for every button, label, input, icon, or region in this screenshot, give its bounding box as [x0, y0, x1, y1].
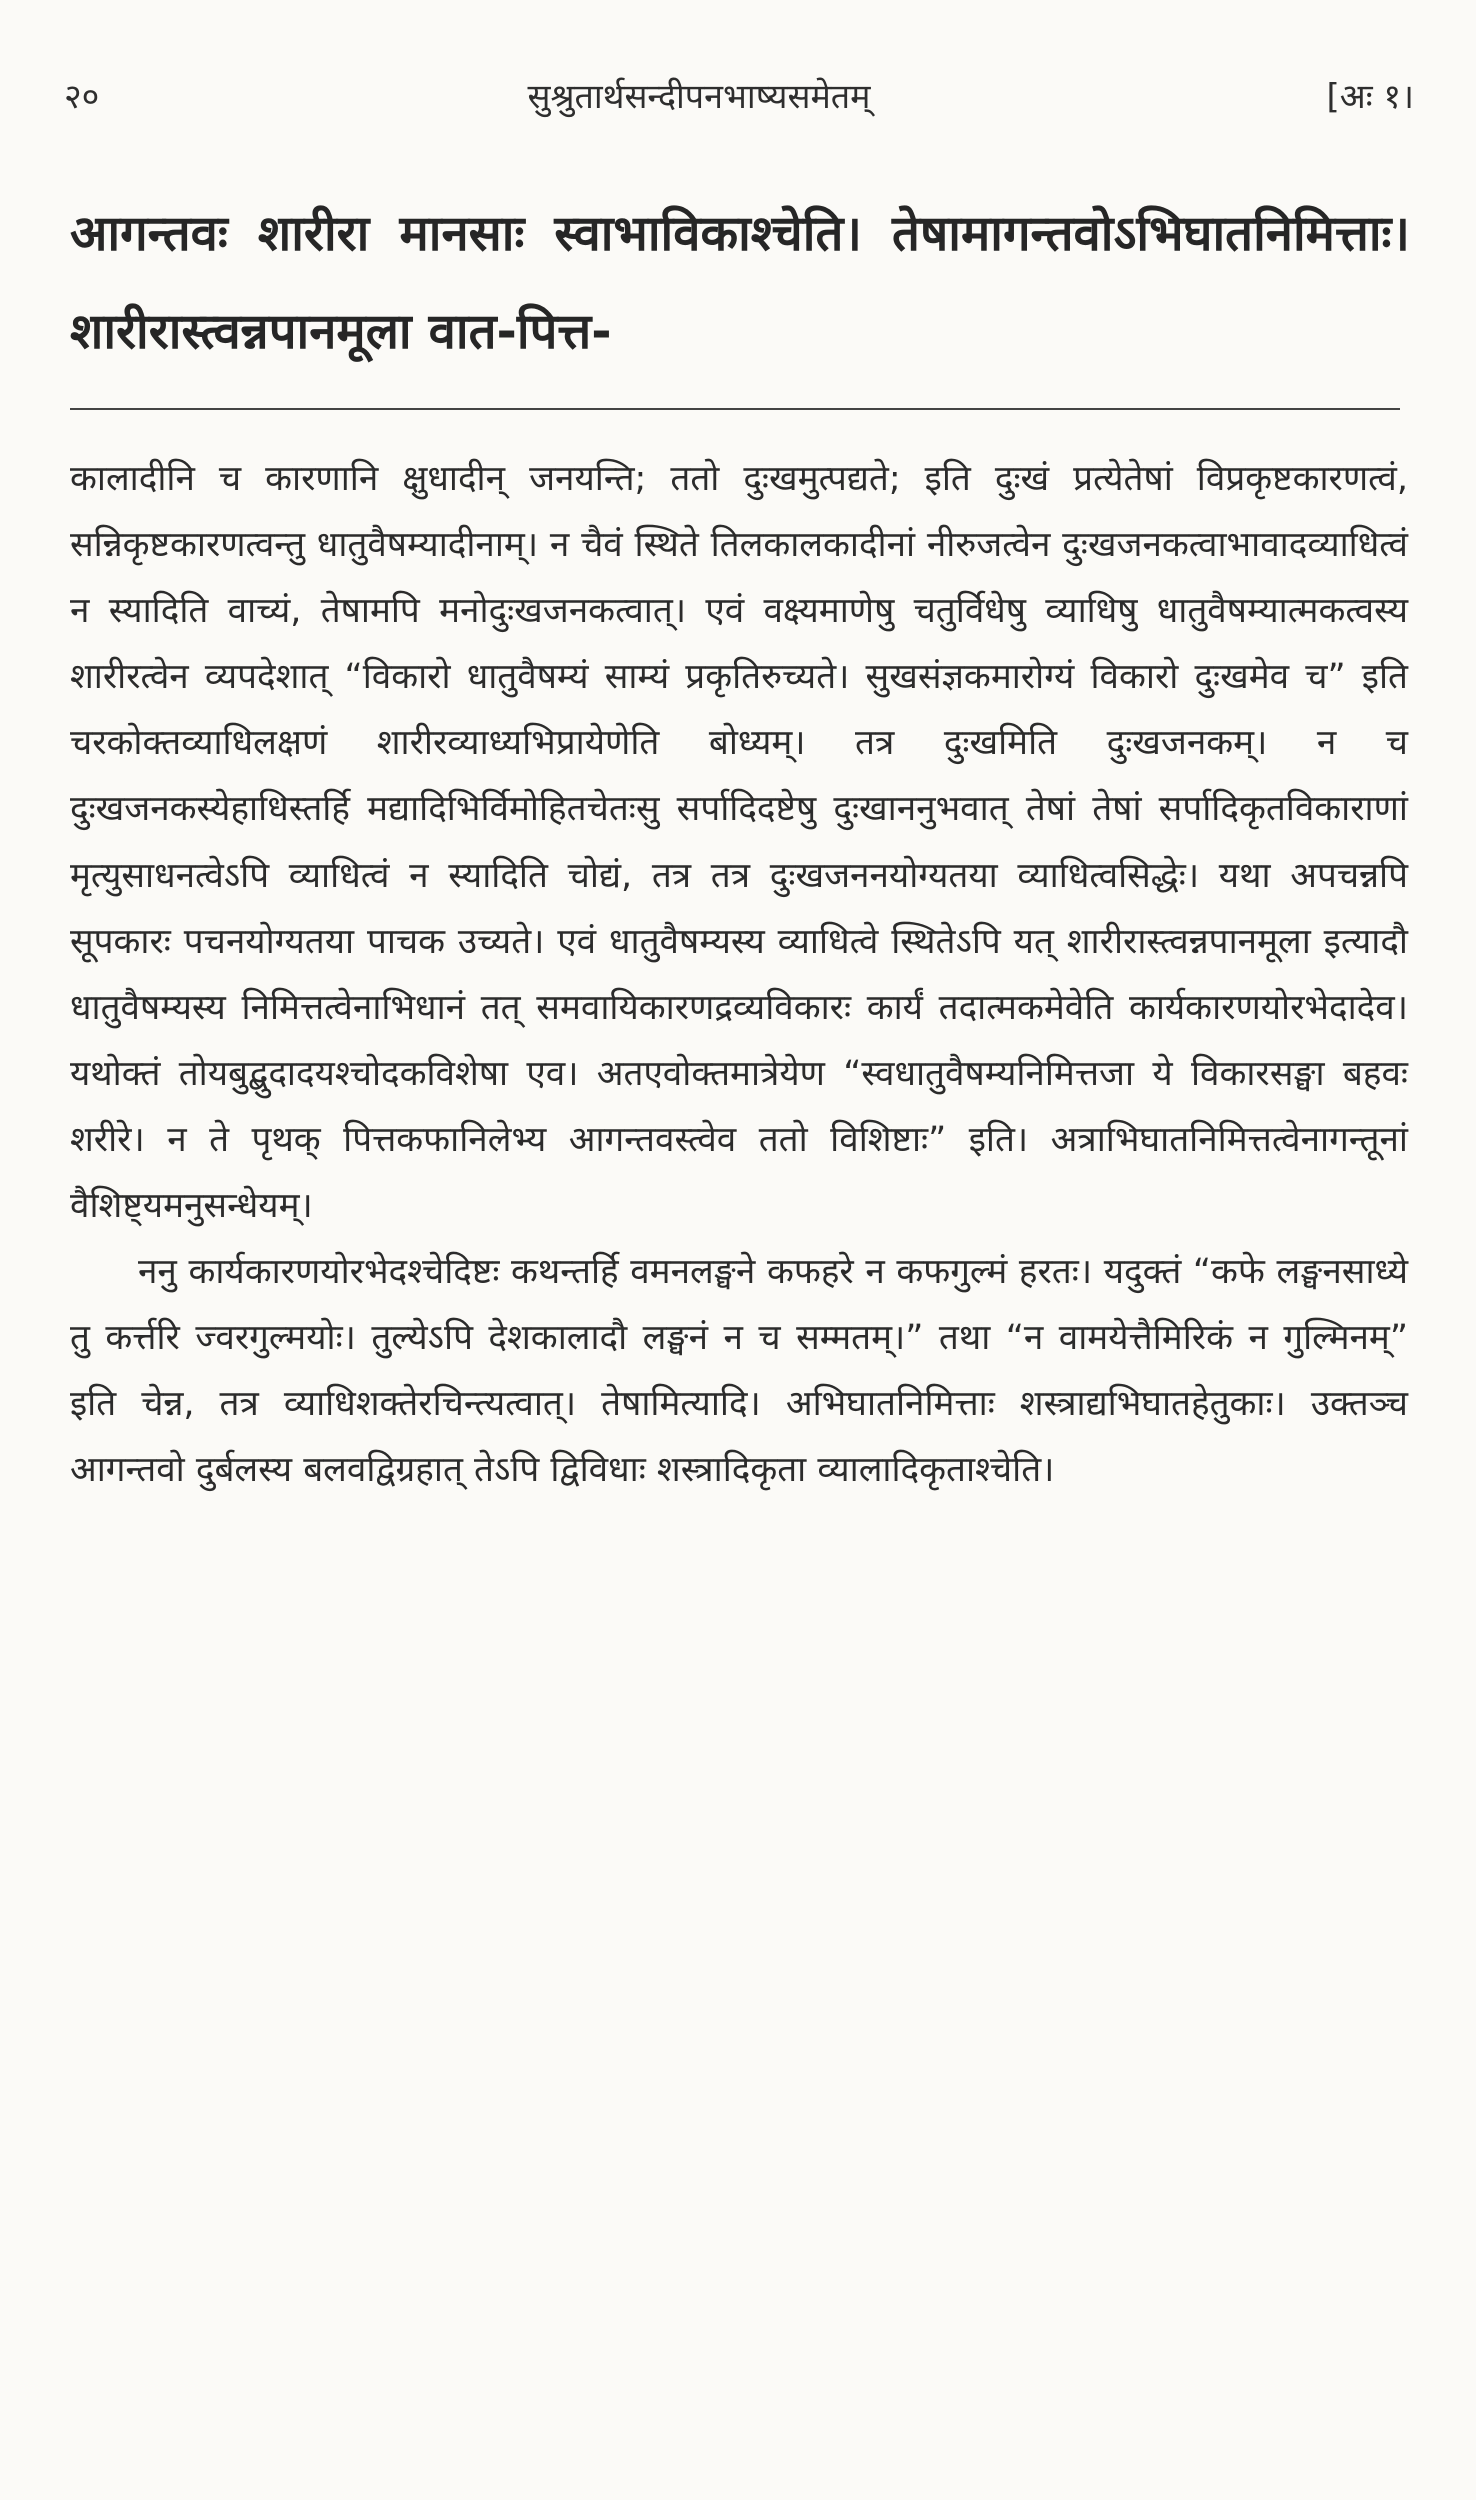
commentary-paragraph-2: ननु कार्यकारणयोरभेदश्चेदिष्टः कथन्तर्हि वमनलङ्घने कफहरे न कफगुल्मं हरतः। यदुक्तं “कफे लङ्घनसाध्ये तु कर्त्तरि ज्वरगुल्मयोः। तुल्येऽपि देशकालादौ लङ्घनं न च सम्मतम्।” तथा “न वामयेत्तैमिरिकं न गुल्मिनम्” इति चेन्न, तत्र व्याधिशक्तेरचिन्त्यत्वात्। तेषामित्यादि। अभिघातनिमित्ताः शस्त्राद्यभिघातहेतुकाः। उक्तञ्च आगन्तवो दुर्बलस्य बलवद्विग्रहात् तेऽपि द्विविधाः शस्त्रादिकृता व्यालादिकृताश्चेति।: [70, 1252, 1408, 1491]
mula-verse-text: आगन्तवः शारीरा मानसाः स्वाभाविकाश्चेति। तेषामागन्तवोऽभिघातनिमित्ताः। शारीरास्त्वन्नपानमूला वात-पित्त-: [70, 205, 1410, 360]
commentary-paragraph-1: कालादीनि च कारणानि क्षुधादीन् जनयन्ति; ततो दुःखमुत्पद्यते; इति दुःखं प्रत्येतेषां विप्रकृष्टकारणत्वं, सन्निकृष्टकारणत्वन्तु धातुवैषम्यादीनाम्। न चैवं स्थिते तिलकालकादीनां नीरुजत्वेन दुःखजनकत्वाभावादव्याधित्वं न स्यादिति वाच्यं, तेषामपि मनोदुःखजनकत्वात्। एवं वक्ष्यमाणेषु चतुर्विधेषु व्याधिषु धातुवैषम्यात्मकत्वस्य शारीरत्वेन व्यपदेशात् “विकारो धातुवैषम्यं साम्यं प्रकृतिरुच्यते। सुखसंज्ञकमारोग्यं विकारो दुःखमेव च” इति चरकोक्तव्याधिलक्षणं शारीरव्याध्यभिप्रायेणेति बोध्यम्। तत्र दुःखमिति दुःखजनकम्। न च दुःखजनकस्येहाधिस्तर्हि मद्यादिभिर्विमोहितचेतःसु सर्पादिदष्टेषु दुःखाननुभवात् तेषां तेषां सर्पादिकृतविकाराणां मृत्युसाधनत्वेऽपि व्याधित्वं न स्यादिति चोद्यं, तत्र तत्र दुःखजननयोग्यतया व्याधित्वसिद्धेः। यथा अपचन्नपि सूपकारः पचनयोग्यतया पाचक उच्यते। एवं धातुवैषम्यस्य व्याधित्वे स्थितेऽपि यत् शारीरास्त्वन्नपानमूला इत्यादौ धातुवैषम्यस्य निमित्तत्वेनाभिधानं तत् समवायिकारणद्रव्यविकारः कार्यं तदात्मकमेवेति कार्यकारणयोरभेदादेव। यथोक्तं तोयबुद्बुदादयश्चोदकविशेषा एव। अतएवोक्तमात्रेयेण “स्वधातुवैषम्यनिमित्तजा ये विकारसङ्घा बहवः शरीरे। न ते पृथक् पित्तकफानिलेभ्य आगन्तवस्त्वेव ततो विशिष्टाः” इति। अत्राभिघातनिमित्तत्वेनागन्तूनां वैशिष्ट्यमनुसन्धेयम्।: [70, 459, 1408, 1227]
commentary-block: [70, 446, 1408, 1504]
chapter-reference: [अः १।: [1326, 77, 1414, 117]
page-number: २०: [64, 77, 100, 117]
page-header: [64, 60, 1414, 130]
running-title: सुश्रुतार्थसन्दीपनभाष्यसमेतम्: [527, 77, 871, 117]
separator-rule: [70, 408, 1400, 410]
